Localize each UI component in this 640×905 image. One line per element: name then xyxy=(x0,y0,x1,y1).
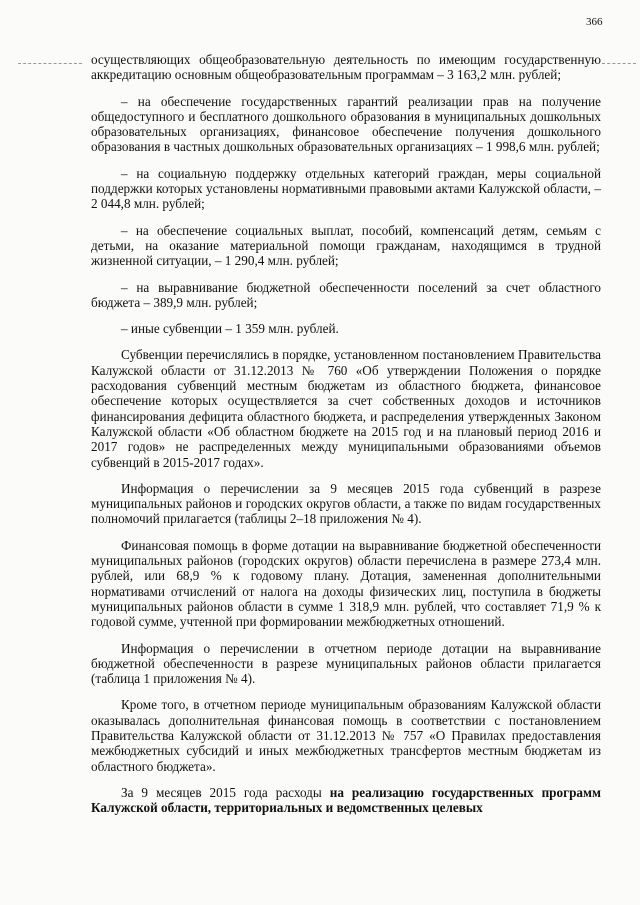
paragraph-social-payments: – на обеспечение социальных выплат, пособий, компенсаций детям, семьям с детьми, на оказание материальной помощи гражданам, находящимся в трудной жизненной ситуации, – 1 290,4 млн. рублей; xyxy=(91,222,601,269)
paragraph-other-subventions: – иные субвенции – 1 359 млн. рублей. xyxy=(121,321,339,337)
paragraph-additional-aid: Кроме того, в отчетном периоде муниципальным образованиям Калужской области оказывалась дополнительная финансовая помощь в соответствии с постановлением Правительства Калужской области от 31.12.2013 № 757 «О Правилах предоставления межбюджетных субсидий и иных межбюджетных трансфертов местным бюджетам из областного бюджета». xyxy=(91,697,601,774)
paragraph-programs xyxy=(91,785,601,816)
paragraph-dotation-info: Информация о перечислении в отчетном периоде дотации на выравнивание бюджетной обеспеченности в разрезе муниципальных районов области прилагается (таблица 1 приложения № 4). xyxy=(91,640,601,687)
paragraph-equalization: – на выравнивание бюджетной обеспеченности поселений за счет областного бюджета – 389,9 млн. рублей; xyxy=(91,279,601,310)
paragraph-programs-bold: на реализацию государственных программ Калужской области, территориальных и ведомственных целевых xyxy=(91,784,601,816)
paragraph-subvention-order: Субвенции перечислялись в порядке, установленном постановлением Правительства Калужской области от 31.12.2013 № 760 «Об утверждении Положения о порядке расходования субвенций местным бюджетам из областного бюджета, финансовое обеспечение которых осуществляется за счет собственных доходов и источников финансирования дефицита областного бюджета, и распределения утвержденных Законом Калужской области «Об областном бюджете на 2015 год и на плановый период 2016 и 2017 годов» не распределенных между муниципальными образованиями объемов субвенций в 2015-2017 годах». xyxy=(91,347,601,470)
paragraph-continuation: осуществляющих общеобразовательную деятельность по имеющим государственную аккредитацию основным общеобразовательным программам – 3 163,2 млн. рублей; xyxy=(91,52,601,83)
paragraph-social-support: – на социальную поддержку отдельных категорий граждан, меры социальной поддержки которых установлены нормативными правовыми актами Калужской области, – 2 044,8 млн. рублей; xyxy=(91,165,601,212)
paragraph-preschool: – на обеспечение государственных гарантий реализации прав на получение общедоступного и бесплатного дошкольного образования в муниципальных дошкольных образовательных организациях, финансовое обеспечение получения дошкольного образования в частных дошкольных образовательных организациях – 1 998,6 млн. рублей; xyxy=(91,93,601,155)
paragraph-programs-prefix: За 9 месяцев 2015 года расходы xyxy=(121,784,330,800)
document-body xyxy=(91,52,601,826)
paragraph-subvention-info: Информация о перечислении за 9 месяцев 2015 года субвенций в разрезе муниципальных районов и городских округов области, а также по видам государственных полномочий прилагается (таблицы 2–18 приложения № 4). xyxy=(91,480,601,527)
paragraph-financial-aid: Финансовая помощь в форме дотации на выравнивание бюджетной обеспеченности муниципальных районов (городских округов) области перечислена в размере 273,4 млн. рублей, или 68,9 % к годовому плану. Дотация, замененная дополнительными нормативами отчислений от налога на доходы физических лиц, поступила в бюджеты муниципальных районов области в сумме 1 318,9 млн. рублей, что составляет 71,9 % к годовой сумме, учтенной при формировании межбюджетных отношений. xyxy=(91,537,601,630)
scan-artifact-right xyxy=(602,63,636,64)
page-number: 366 xyxy=(586,16,603,28)
scan-artifact-left xyxy=(18,63,82,64)
